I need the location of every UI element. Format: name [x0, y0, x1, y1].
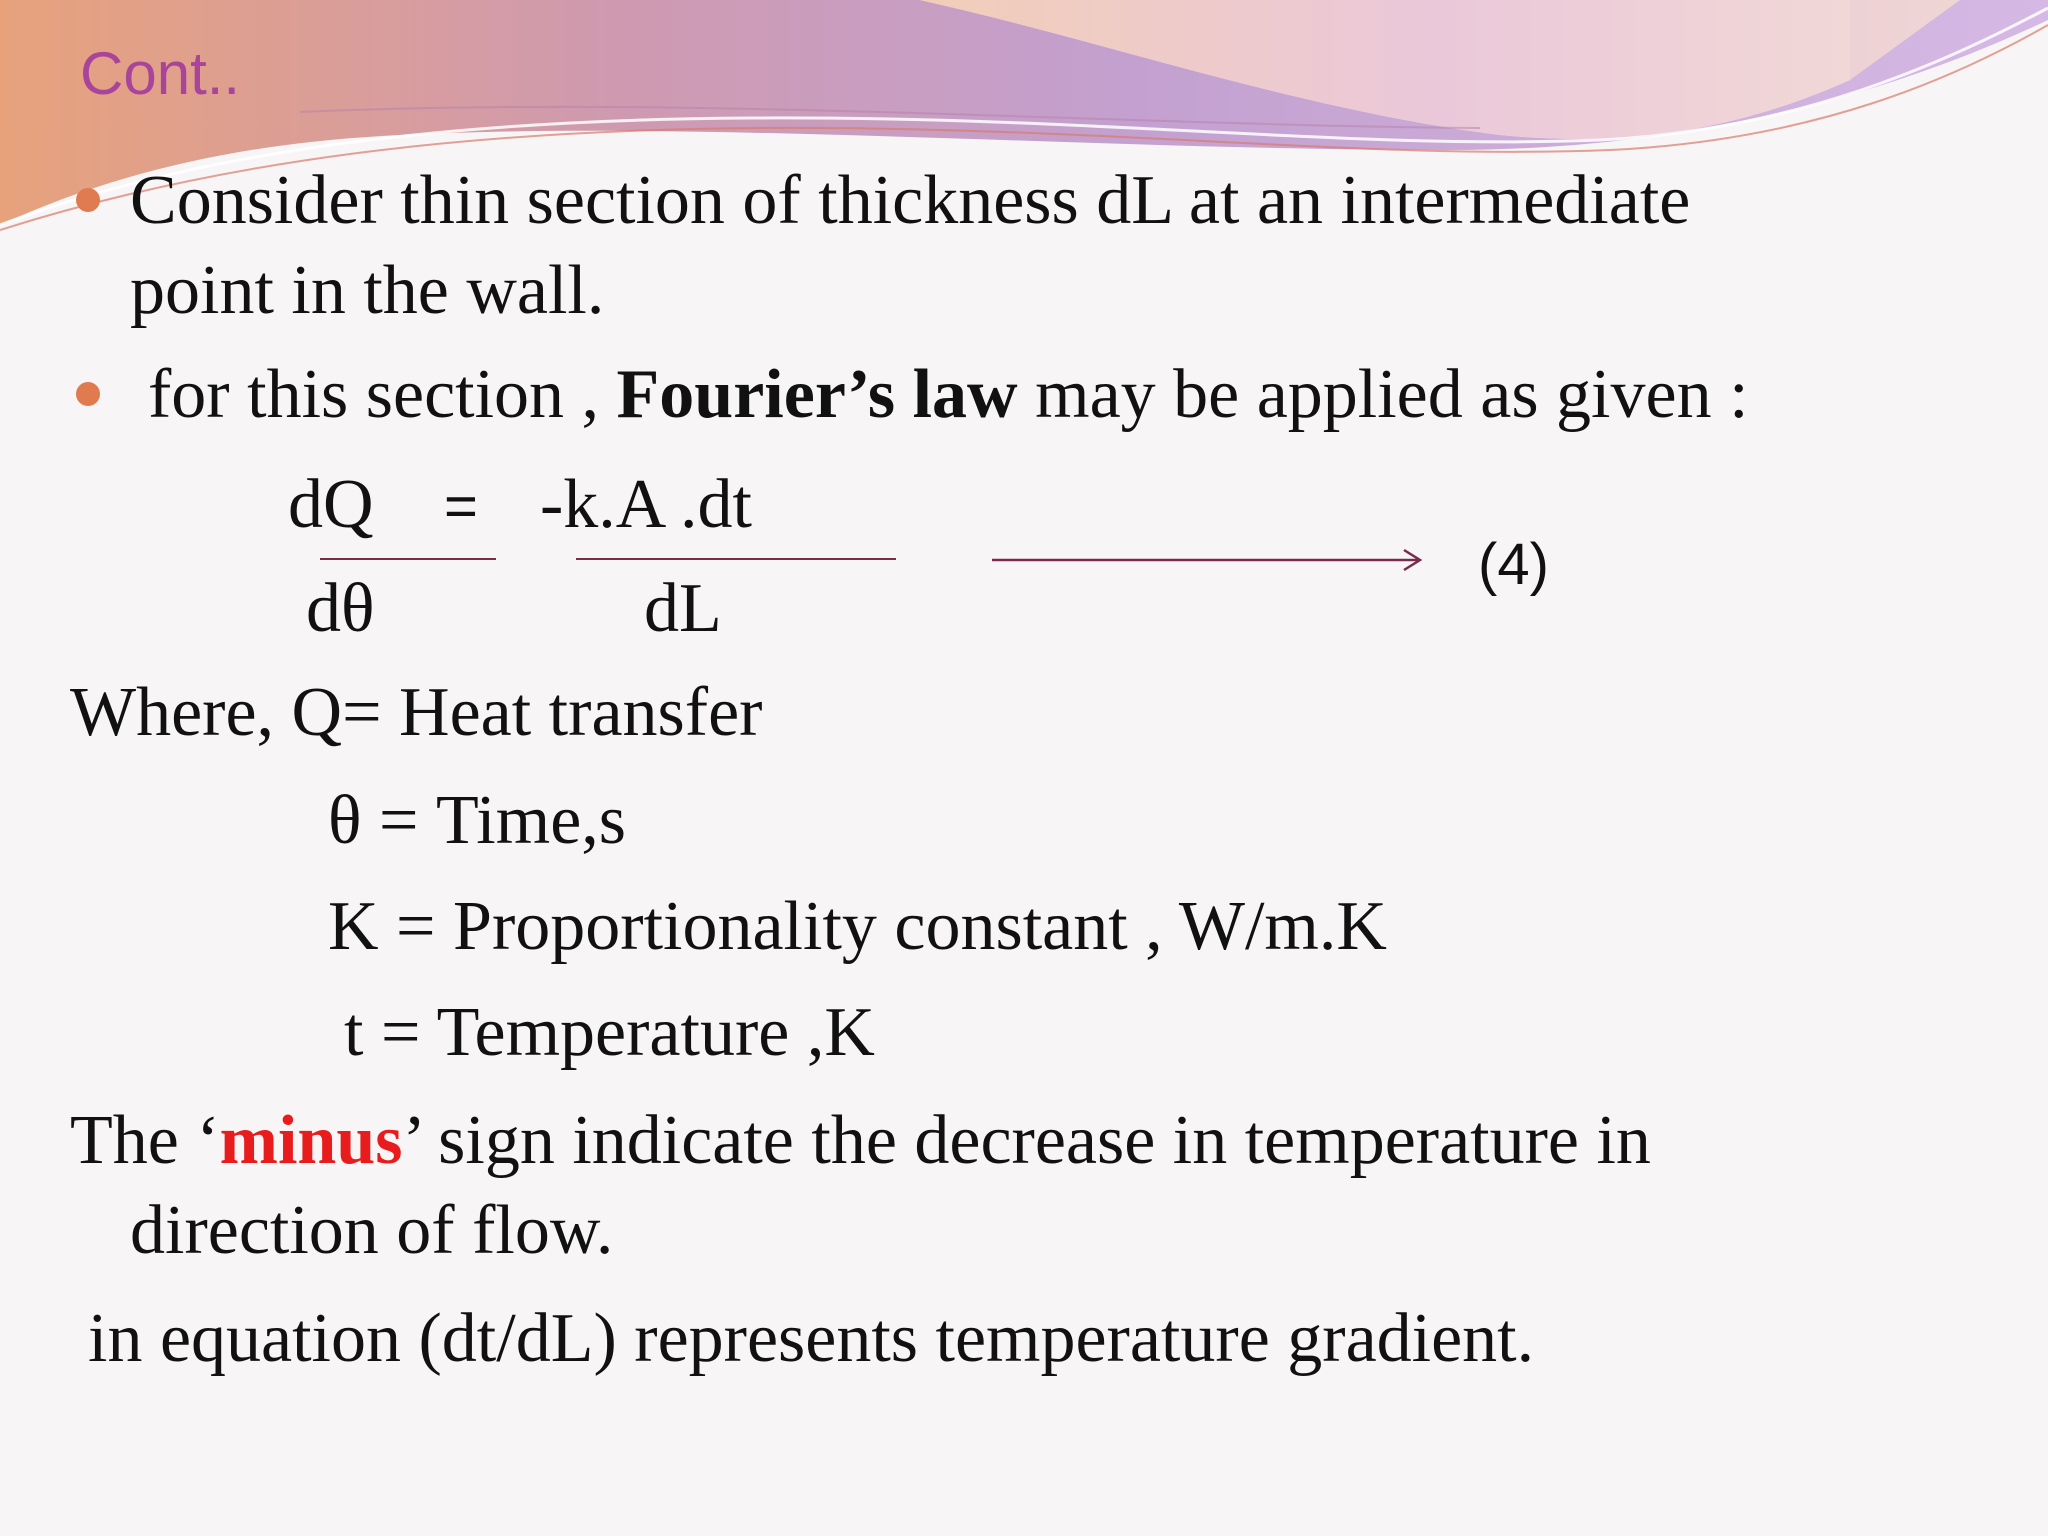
bullet2-text — [148, 356, 1749, 433]
eq-lhs-denominator: dθ — [306, 570, 375, 647]
note-line1 — [70, 1102, 1651, 1179]
bullet1-line2: point in the wall. — [130, 252, 605, 329]
note-line2: direction of flow. — [130, 1192, 614, 1269]
def-t: t = Temperature ,K — [344, 994, 875, 1071]
slide-title: Cont.. — [80, 40, 241, 107]
bullet-dot — [76, 188, 100, 212]
bullet1-line1: Consider thin section of thickness dL at an intermediate — [130, 162, 1691, 239]
eq-rhs-numerator: -k.A .dt — [540, 466, 752, 543]
note-before: The ‘ — [70, 1102, 220, 1179]
eq-lhs-fraction-bar — [320, 558, 496, 560]
def-intro: Where, Q= Heat transfer — [70, 674, 763, 751]
bullet2-after: may be applied as given : — [1017, 356, 1749, 433]
note-after: ’ sign indicate the decrease in temperature in — [402, 1102, 1651, 1179]
gradient-note: in equation (dt/dL) represents temperature gradient. — [88, 1300, 1535, 1377]
bullet-dot — [76, 382, 100, 406]
def-k: K = Proportionality constant , W/m.K — [328, 888, 1387, 965]
eq-arrow — [990, 545, 1424, 575]
fourier-law-bold: Fourier’s law — [616, 356, 1018, 433]
eq-number: (4) — [1478, 532, 1549, 597]
eq-rhs-fraction-bar — [576, 558, 896, 560]
eq-rhs-denominator: dL — [644, 570, 722, 647]
eq-equals: = — [444, 474, 478, 539]
def-theta: θ = Time,s — [328, 782, 627, 859]
eq-lhs-numerator: dQ — [288, 466, 374, 543]
minus-highlight: minus — [219, 1102, 403, 1179]
bullet2-before: for this section , — [148, 356, 617, 433]
